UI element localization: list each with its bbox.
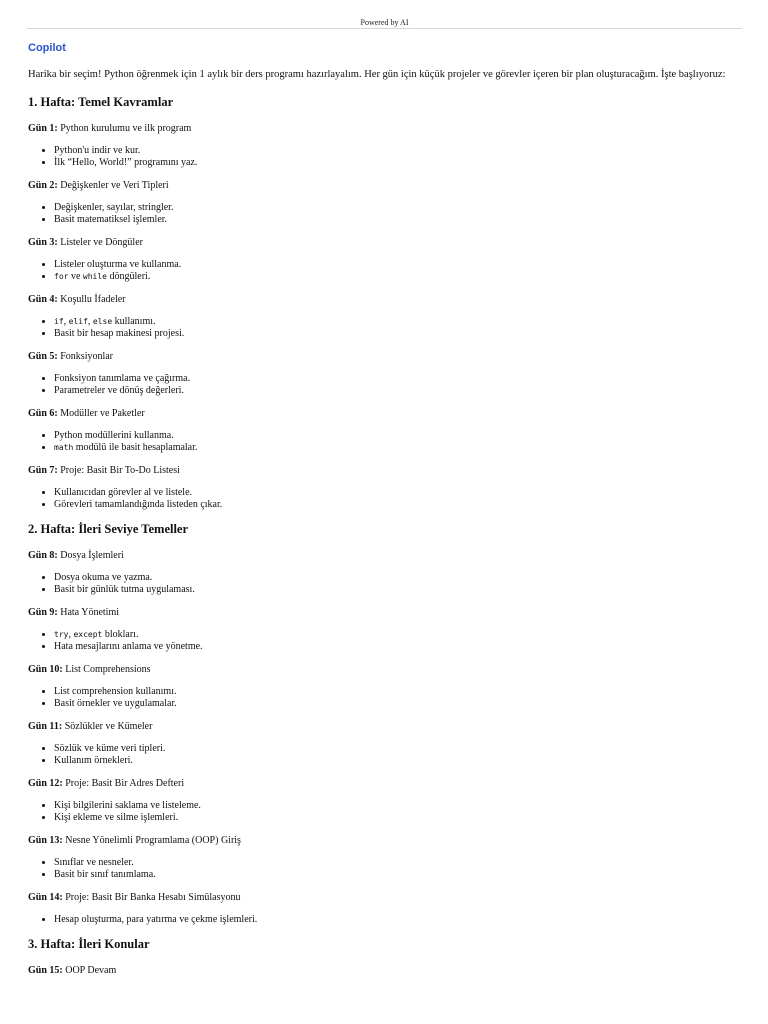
task-item [54,755,740,767]
inline-code: except [73,630,103,639]
day-label: Gün 7: [28,465,58,476]
day-label: Gün 2: [28,180,58,191]
study-plan [28,95,740,977]
day-heading [28,351,740,363]
task-text: Değişkenler, sayılar, stringler. [54,202,174,213]
task-item [54,430,740,442]
day-heading [28,408,740,420]
day-label: Gün 6: [28,408,58,419]
day-label: Gün 3: [28,237,58,248]
task-item [54,914,740,926]
day-title: Python kurulumu ve ilk program [60,123,192,134]
day-heading [28,778,740,790]
task-text: Hata mesajlarını anlama ve yönetme. [54,641,203,652]
task-item [54,698,740,710]
code-separator: , [87,316,93,327]
task-item [54,442,740,454]
day-label: Gün 10: [28,664,63,675]
task-item [54,316,740,328]
task-item [54,686,740,698]
task-text: Basit örnekler ve uygulamalar. [54,698,177,709]
day-title: Fonksiyonlar [60,351,114,362]
day-heading [28,835,740,847]
chat-response [28,42,740,987]
day-title: Hata Yönetimi [60,607,120,618]
task-list [28,145,740,169]
inline-code: try [54,630,69,639]
task-item [54,259,740,271]
day-label: Gün 5: [28,351,58,362]
task-item [54,629,740,641]
task-item [54,584,740,596]
code-separator: , [68,629,74,640]
day-heading [28,294,740,306]
task-item [54,145,740,157]
task-item [54,812,740,824]
day-title: Proje: Basit Bir Adres Defteri [65,778,185,789]
day-label: Gün 14: [28,892,63,903]
task-item [54,499,740,511]
task-text: İlk “Hello, World!” programını yaz. [54,157,198,168]
task-item [54,743,740,755]
day-heading [28,123,740,135]
task-list [28,857,740,881]
task-text: Dosya okuma ve yazma. [54,572,153,583]
task-text: Fonksiyon tanımlama ve çağırma. [54,373,191,384]
day-title: Modüller ve Paketler [60,408,145,419]
task-text: blokları. [102,629,139,640]
task-text: modülü ile basit hesaplamalar. [73,442,198,453]
day-heading [28,237,740,249]
day-heading [28,607,740,619]
task-item [54,800,740,812]
task-list [28,202,740,226]
task-item [54,572,740,584]
task-text: Parametreler ve dönüş değerleri. [54,385,184,396]
day-label: Gün 8: [28,550,58,561]
task-text: Basit bir sınıf tanımlama. [54,869,156,880]
task-list [28,487,740,511]
task-text: Python'u indir ve kur. [54,145,141,156]
day-title: Listeler ve Döngüler [60,237,143,248]
assistant-name: Copilot [28,42,66,54]
task-item [54,202,740,214]
day-title: OOP Devam [65,965,117,976]
task-item [54,157,740,169]
day-heading [28,965,740,977]
task-text: kullanımı. [112,316,156,327]
task-text: Görevleri tamamlandığında listeden çıkar. [54,499,223,510]
task-text: Sözlük ve küme veri tipleri. [54,743,166,754]
task-list [28,430,740,454]
task-list [28,629,740,653]
task-item [54,328,740,340]
day-label: Gün 13: [28,835,63,846]
task-list [28,259,740,283]
week-heading: 2. Hafta: İleri Seviye Temeller [28,522,189,536]
day-heading [28,180,740,192]
inline-code: elif [68,317,88,326]
task-list [28,373,740,397]
day-label: Gün 12: [28,778,63,789]
task-list [28,914,740,926]
day-label: Gün 1: [28,123,58,134]
week-heading: 1. Hafta: Temel Kavramlar [28,95,174,109]
task-text: Listeler oluşturma ve kullanma. [54,259,182,270]
task-list [28,316,740,340]
day-label: Gün 4: [28,294,58,305]
task-item [54,385,740,397]
task-text: Basit matematiksel işlemler. [54,214,168,225]
task-text: Sınıflar ve nesneler. [54,857,134,868]
task-text: Python modüllerini kullanma. [54,430,174,441]
day-title: Nesne Yönelimli Programlama (OOP) Giriş [65,835,241,846]
day-title: Dosya İşlemleri [60,550,124,561]
task-text: Kullanıcıdan görevler al ve listele. [54,487,193,498]
day-label: Gün 11: [28,721,63,732]
code-separator: ve [68,271,83,282]
task-list [28,743,740,767]
task-text: List comprehension kullanımı. [54,686,177,697]
intro-paragraph: Harika bir seçim! Python öğrenmek için 1 aylık bir ders programı hazırlayalım. Her gün için küçük projeler ve görevler içeren bir plan oluşturacağım. İşte başlıyoruz: [28,69,726,80]
day-heading [28,892,740,904]
inline-code: if [54,317,64,326]
task-text: Basit bir günlük tutma uygulaması. [54,584,195,595]
task-item [54,487,740,499]
task-text: Basit bir hesap makinesi projesi. [54,328,185,339]
inline-code: else [92,317,113,326]
day-label: Gün 9: [28,607,58,618]
powered-by-label: Powered by AI [360,18,409,27]
inline-code: while [82,272,107,281]
day-title: Koşullu İfadeler [60,294,126,305]
day-title: List Comprehensions [65,664,151,675]
task-item [54,214,740,226]
task-text: döngüleri. [107,271,151,282]
day-heading [28,465,740,477]
day-heading [28,721,740,733]
task-list [28,686,740,710]
task-text: Kişi ekleme ve silme işlemleri. [54,812,179,823]
task-item [54,641,740,653]
day-title: Proje: Basit Bir Banka Hesabı Simülasyonu [65,892,241,903]
inline-code: math [54,443,74,452]
header-divider [27,28,742,29]
task-text: Kullanım örnekleri. [54,755,133,766]
task-list [28,800,740,824]
day-label: Gün 15: [28,965,63,976]
code-separator: , [63,316,69,327]
day-heading [28,664,740,676]
day-title: Sözlükler ve Kümeler [64,721,153,732]
day-title: Proje: Basit Bir To-Do Listesi [60,465,180,476]
week-heading: 3. Hafta: İleri Konular [28,937,150,951]
inline-code: for [54,272,69,281]
task-item [54,869,740,881]
task-item [54,857,740,869]
task-text: Hesap oluşturma, para yatırma ve çekme işlemleri. [54,914,258,925]
task-text: Kişi bilgilerini saklama ve listeleme. [54,800,201,811]
day-heading [28,550,740,562]
task-item [54,373,740,385]
day-title: Değişkenler ve Veri Tipleri [60,180,169,191]
task-item [54,271,740,283]
task-list [28,572,740,596]
